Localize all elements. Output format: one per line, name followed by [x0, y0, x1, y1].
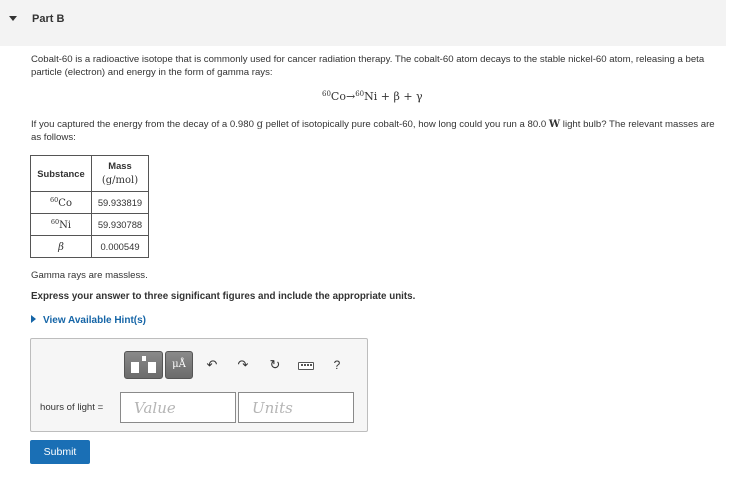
reaction-arrow: → [345, 90, 356, 103]
pellet-mass-unit: g [256, 119, 264, 130]
mass-cell: 59.930788 [92, 214, 149, 236]
templates-button[interactable] [124, 351, 163, 379]
parent-symbol: Co [330, 90, 346, 103]
mass-table [30, 155, 149, 258]
mass-number: 60 [50, 196, 59, 204]
question-middle: pellet of isotopically pure cobalt-60, how long could you run a [263, 119, 528, 130]
decay-equation [322, 90, 423, 103]
units-button[interactable]: μÅ [165, 351, 193, 379]
bulb-power: 80.0 [527, 119, 547, 130]
element-symbol: β [58, 241, 64, 253]
units-input[interactable] [238, 392, 354, 423]
mass-cell: 0.000549 [92, 236, 149, 258]
answer-label: hours of light = [40, 402, 104, 413]
column-header-substance: Substance [31, 156, 92, 192]
submit-button[interactable]: Submit [30, 440, 90, 464]
bulb-power-unit: W [548, 119, 561, 130]
expand-caret-icon [31, 315, 36, 323]
gamma-note: Gamma rays are massless. [31, 270, 148, 281]
value-input[interactable] [120, 392, 236, 423]
collapse-caret-icon[interactable] [9, 16, 17, 21]
units-placeholder: Units [252, 399, 293, 417]
column-header-mass [92, 156, 149, 192]
template-superscript-icon [142, 356, 146, 361]
parent-mass-number: 60 [322, 90, 331, 98]
reset-icon[interactable]: ↻ [269, 357, 281, 372]
substance-cell [31, 214, 92, 236]
pellet-mass: 0.980 [229, 119, 254, 130]
element-symbol: Co [58, 198, 72, 209]
redo-icon[interactable]: ↷ [237, 357, 249, 372]
part-title: Part B [32, 13, 65, 25]
answer-box [30, 338, 368, 432]
help-icon[interactable]: ? [333, 358, 341, 372]
answer-instruction: Express your answer to three significant figures and include the appropriate units. [31, 291, 416, 302]
product-mass-number: 60 [355, 90, 365, 98]
question-before: If you captured the energy from the decay of a [31, 119, 230, 130]
problem-intro: Cobalt-60 is a radioactive isotope that is commonly used for cancer radiation therapy. The cobalt-60 atom decays to the stable nickel-60 atom, releasing a beta particle (electron) and energy in the form of gamma rays: [31, 54, 705, 78]
mass-cell: 59.933819 [92, 192, 149, 214]
table-header-row [31, 156, 149, 192]
table-row [31, 236, 149, 258]
hint-label: View Available Hint(s) [43, 315, 146, 326]
keyboard-icon[interactable] [297, 356, 315, 374]
mass-header-label: Mass [108, 160, 132, 171]
part-header[interactable] [0, 0, 726, 46]
mass-number: 60 [50, 218, 60, 226]
template-block-icon [148, 362, 156, 373]
undo-icon[interactable]: ↶ [206, 357, 218, 372]
substance-cell [31, 192, 92, 214]
question-after: light bulb? The relevant masses are as follows: [31, 119, 715, 143]
problem-question [31, 119, 721, 144]
table-row [31, 214, 149, 236]
table-row [31, 192, 149, 214]
template-block-icon [131, 362, 139, 373]
equation-rest: + β + γ [377, 90, 423, 103]
element-symbol: Ni [59, 220, 72, 231]
value-placeholder: Value [134, 399, 176, 417]
substance-cell [31, 236, 92, 258]
product-symbol: Ni [364, 90, 378, 103]
mass-header-unit: (g/mol) [101, 175, 139, 186]
view-hints-link[interactable] [31, 315, 146, 326]
